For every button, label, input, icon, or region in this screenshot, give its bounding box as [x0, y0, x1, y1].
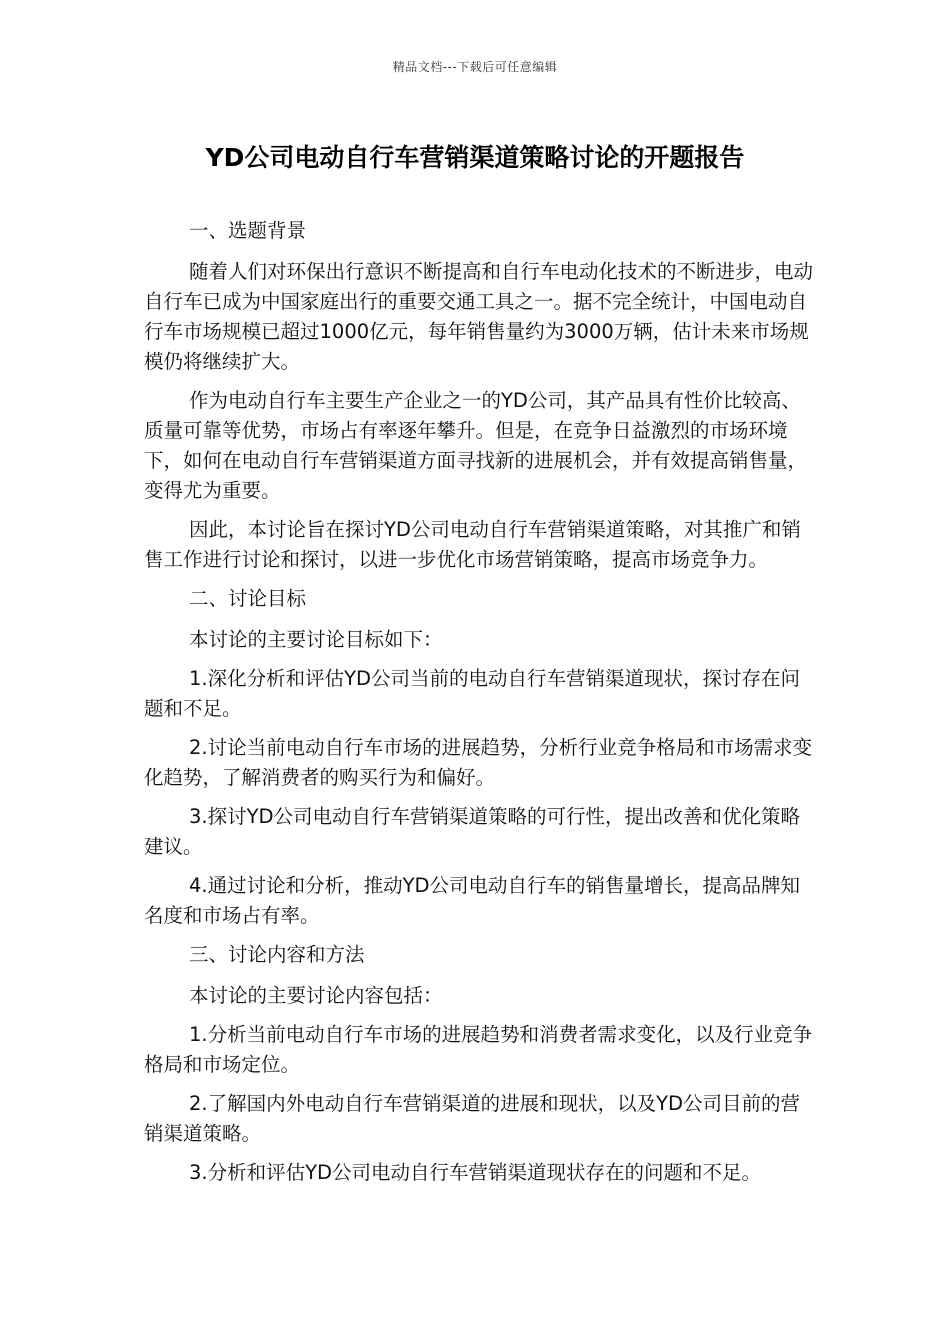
paragraph: 随着人们对环保出行意识不断提高和自行车电动化技术的不断进步，电动自行车已成为中国家庭出行的重要交通工具之一。据不完全统计，中国电动自行车市场规模已超过1000亿元，每年销售量约为3000万辆，估计未来市场规模仍将继续扩大。 [144, 260, 814, 373]
document-title: YD公司电动自行车营销渠道策略讨论的开题报告 [205, 143, 745, 172]
paragraph: 本讨论的主要讨论目标如下： [189, 628, 443, 651]
list-item: 3.探讨YD公司电动自行车营销渠道策略的可行性，提出改善和优化策略建议。 [144, 805, 801, 858]
paragraph: 作为电动自行车主要生产企业之一的YD公司，其产品具有性价比较高、质量可靠等优势，市场占有率逐年攀升。但是，在竞争日益激烈的市场环境下，如何在电动自行车营销渠道方面寻找新的进展机会，并有效提高销售量，变得尤为重要。 [144, 389, 808, 502]
header-note: 精品文档---下载后可任意编辑 [392, 60, 558, 74]
paragraph: 因此，本讨论旨在探讨YD公司电动自行车营销渠道策略，对其推广和销售工作进行讨论和探讨，以进一步优化市场营销策略，提高市场竞争力。 [144, 518, 801, 571]
list-item: 3.分析和评估YD公司电动自行车营销渠道现状存在的问题和不足。 [189, 1161, 762, 1184]
section-heading-background: 一、选题背景 [189, 219, 307, 242]
section-heading-content-methods: 三、讨论内容和方法 [189, 943, 365, 966]
list-item: 4.通过讨论和分析，推动YD公司电动自行车的销售量增长，提高品牌知名度和市场占有率。 [144, 874, 801, 927]
list-item: 2.讨论当前电动自行车市场的进展趋势，分析行业竞争格局和市场需求变化趋势，了解消费者的购买行为和偏好。 [144, 736, 813, 789]
list-item: 1.分析当前电动自行车市场的进展趋势和消费者需求变化，以及行业竞争格局和市场定位。 [144, 1023, 813, 1076]
list-item: 1.深化分析和评估YD公司当前的电动自行车营销渠道现状，探讨存在问题和不足。 [144, 667, 801, 720]
paragraph: 本讨论的主要讨论内容包括： [189, 984, 443, 1007]
document-body [144, 216, 816, 1197]
list-item: 2.了解国内外电动自行车营销渠道的进展和现状，以及YD公司目前的营销渠道策略。 [144, 1092, 801, 1145]
section-heading-objectives: 二、讨论目标 [189, 587, 307, 610]
